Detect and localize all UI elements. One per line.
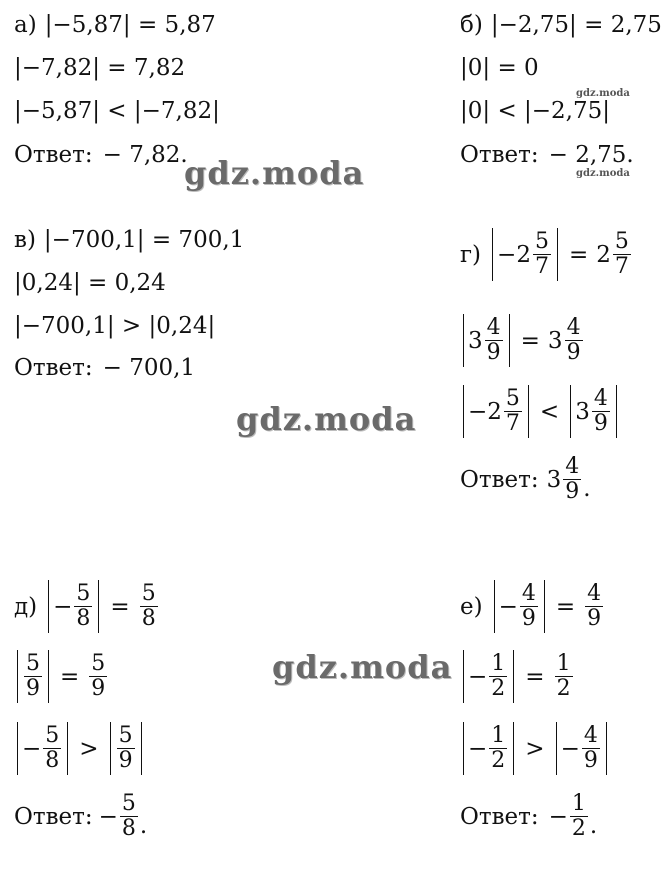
- numerator: 1: [571, 791, 586, 816]
- denominator: 9: [118, 748, 133, 773]
- equals-sign: =: [520, 327, 540, 354]
- equals-sign: =: [525, 663, 545, 690]
- fraction: [592, 387, 610, 436]
- fraction: [120, 792, 138, 841]
- answer-label: Ответ:: [460, 142, 539, 168]
- b-answer: [460, 140, 634, 170]
- g-mixed-2: [575, 387, 612, 436]
- b-expr-1: |−2,75| = 2,75: [490, 12, 662, 38]
- numerator: 5: [534, 229, 549, 254]
- numerator: 5: [141, 581, 156, 606]
- denominator: 8: [141, 606, 156, 631]
- d-label: д): [14, 593, 38, 620]
- b-answer-value: − 2,75.: [548, 142, 634, 168]
- e-line-2: [460, 650, 575, 703]
- fraction: [563, 455, 581, 504]
- e-answer: [460, 792, 597, 841]
- minus-sign: −: [497, 241, 517, 268]
- period: .: [139, 813, 148, 839]
- fraction: [24, 652, 42, 701]
- v-answer: [14, 353, 195, 383]
- denominator: 9: [486, 340, 501, 365]
- fraction: [582, 724, 600, 773]
- minus-sign: −: [548, 803, 568, 830]
- g-mixed-2-result: [548, 316, 585, 365]
- minus-sign: −: [468, 735, 488, 762]
- numerator: 1: [491, 723, 506, 748]
- a-expr-3: |−5,87| < |−7,82|: [14, 98, 220, 124]
- fraction: [489, 652, 507, 701]
- minus-sign: −: [498, 593, 518, 620]
- denominator: 2: [491, 748, 506, 773]
- fraction: [613, 230, 631, 279]
- a-line-1: [14, 10, 216, 40]
- denominator: 7: [614, 254, 629, 279]
- whole-part: 2: [596, 241, 611, 268]
- g-line-2: [460, 314, 585, 367]
- v-expr-1: |−700,1| = 700,1: [43, 227, 245, 253]
- e-abs-3: [463, 722, 514, 775]
- fraction: [570, 792, 588, 841]
- numerator: 4: [566, 315, 581, 340]
- fraction: [533, 230, 551, 279]
- g-line-1: [460, 228, 633, 281]
- fraction: [74, 582, 92, 631]
- whole-part: 3: [468, 327, 483, 354]
- e-line-1: [460, 580, 605, 633]
- numerator: 4: [587, 581, 602, 606]
- equals-sign: =: [110, 593, 130, 620]
- v-expr-3: |−700,1| > |0,24|: [14, 313, 216, 339]
- greater-than-sign: >: [525, 735, 545, 762]
- a-expr-2: |−7,82| = 7,82: [14, 55, 186, 81]
- b-line-1: [460, 10, 662, 40]
- whole-part: 3: [546, 466, 562, 493]
- denominator: 7: [505, 411, 520, 436]
- answer-label: Ответ:: [460, 803, 539, 830]
- numerator: 4: [593, 386, 608, 411]
- fraction: [504, 387, 522, 436]
- e-abs-4: [556, 722, 607, 775]
- fraction: [117, 724, 135, 773]
- d-line-1: [14, 580, 160, 633]
- g-answer-value: [547, 455, 591, 504]
- denominator: 9: [583, 748, 598, 773]
- fraction: [555, 652, 573, 701]
- d-abs-1: [48, 580, 99, 633]
- watermark-logo: gdz.moda: [272, 648, 453, 686]
- numerator: 5: [505, 386, 520, 411]
- fraction: [485, 316, 503, 365]
- numerator: 5: [121, 791, 136, 816]
- g-mixed-1: [516, 230, 553, 279]
- denominator: 2: [556, 676, 571, 701]
- d-abs-2: [17, 650, 49, 703]
- g-line-3: [460, 385, 620, 438]
- minus-sign: −: [560, 735, 580, 762]
- whole-part: 3: [547, 327, 563, 354]
- fraction: [43, 724, 61, 773]
- b-expr-2: |0| = 0: [460, 55, 539, 81]
- d-abs-4: [110, 722, 142, 775]
- fraction: [585, 582, 603, 631]
- a-expr-1: |−5,87| = 5,87: [44, 12, 216, 38]
- denominator: 2: [571, 816, 586, 841]
- numerator: 5: [91, 651, 106, 676]
- numerator: 4: [565, 454, 580, 479]
- numerator: 5: [26, 651, 40, 676]
- g-label: г): [460, 241, 482, 268]
- fraction: [89, 652, 107, 701]
- answer-label: Ответ:: [460, 466, 539, 493]
- watermark-small: gdz.moda: [576, 88, 630, 99]
- less-than-sign: <: [539, 398, 560, 425]
- g-answer: [460, 455, 591, 504]
- minus-sign: −: [53, 593, 73, 620]
- g-abs-2: [463, 314, 510, 367]
- d-answer: [14, 792, 147, 841]
- answer-label: Ответ:: [14, 803, 93, 830]
- whole-part: 3: [575, 398, 590, 425]
- a-label: а): [14, 12, 37, 38]
- d-line-3: [14, 722, 145, 775]
- g-abs-4: [570, 385, 617, 438]
- g-mixed-2: [468, 316, 505, 365]
- g-abs-3: [463, 385, 529, 438]
- denominator: 9: [593, 411, 608, 436]
- numerator: 4: [521, 581, 536, 606]
- d-line-2: [14, 650, 109, 703]
- e-label: е): [460, 593, 483, 620]
- greater-than-sign: >: [79, 735, 99, 762]
- numerator: 5: [614, 229, 629, 254]
- b-label: б): [460, 12, 483, 38]
- v-expr-2: |0,24| = 0,24: [14, 270, 166, 296]
- period: .: [589, 813, 598, 839]
- g-mixed-1-result: [596, 230, 633, 279]
- denominator: 9: [521, 606, 536, 631]
- numerator: 1: [556, 651, 571, 676]
- minus-sign: −: [468, 398, 488, 425]
- numerator: 4: [583, 723, 598, 748]
- fraction: [489, 724, 507, 773]
- answer-label: Ответ:: [14, 142, 93, 168]
- watermark-logo: gdz.moda: [236, 400, 417, 438]
- minus-sign: −: [98, 803, 118, 830]
- numerator: 5: [45, 723, 60, 748]
- watermark-logo: gdz.moda: [184, 154, 365, 192]
- denominator: 7: [534, 254, 549, 279]
- whole-part: 2: [516, 241, 531, 268]
- denominator: 8: [76, 606, 91, 631]
- d-abs-3: [17, 722, 68, 775]
- minus-sign: −: [22, 735, 42, 762]
- fraction: [565, 316, 583, 365]
- denominator: 9: [91, 676, 106, 701]
- minus-sign: −: [468, 663, 488, 690]
- fraction: [140, 582, 158, 631]
- denominator: 8: [121, 816, 136, 841]
- g-abs-1: [492, 228, 558, 281]
- v-answer-value: − 700,1: [102, 355, 196, 381]
- v-line-1: [14, 225, 244, 255]
- equals-sign: =: [568, 241, 589, 268]
- fraction: [520, 582, 538, 631]
- denominator: 8: [45, 748, 60, 773]
- g-mixed-1: [487, 387, 524, 436]
- watermark-small: gdz.moda: [576, 168, 630, 179]
- numerator: 1: [491, 651, 506, 676]
- numerator: 5: [76, 581, 91, 606]
- denominator: 9: [566, 340, 581, 365]
- denominator: 9: [587, 606, 602, 631]
- v-label: в): [14, 227, 36, 253]
- denominator: 9: [565, 479, 580, 504]
- b-expr-3: |0| < |−2,75|: [460, 98, 611, 124]
- numerator: 4: [486, 315, 501, 340]
- period: .: [583, 476, 591, 502]
- e-abs-1: [494, 580, 545, 633]
- numerator: 5: [118, 723, 133, 748]
- equals-sign: =: [555, 593, 576, 620]
- e-abs-2: [463, 650, 514, 703]
- denominator: 2: [491, 676, 506, 701]
- a-answer-value: − 7,82.: [102, 142, 188, 168]
- whole-part: 2: [487, 398, 502, 425]
- e-line-3: [460, 722, 610, 775]
- denominator: 9: [26, 676, 40, 701]
- equals-sign: =: [60, 663, 80, 690]
- answer-label: Ответ:: [14, 355, 93, 381]
- a-answer: [14, 140, 188, 170]
